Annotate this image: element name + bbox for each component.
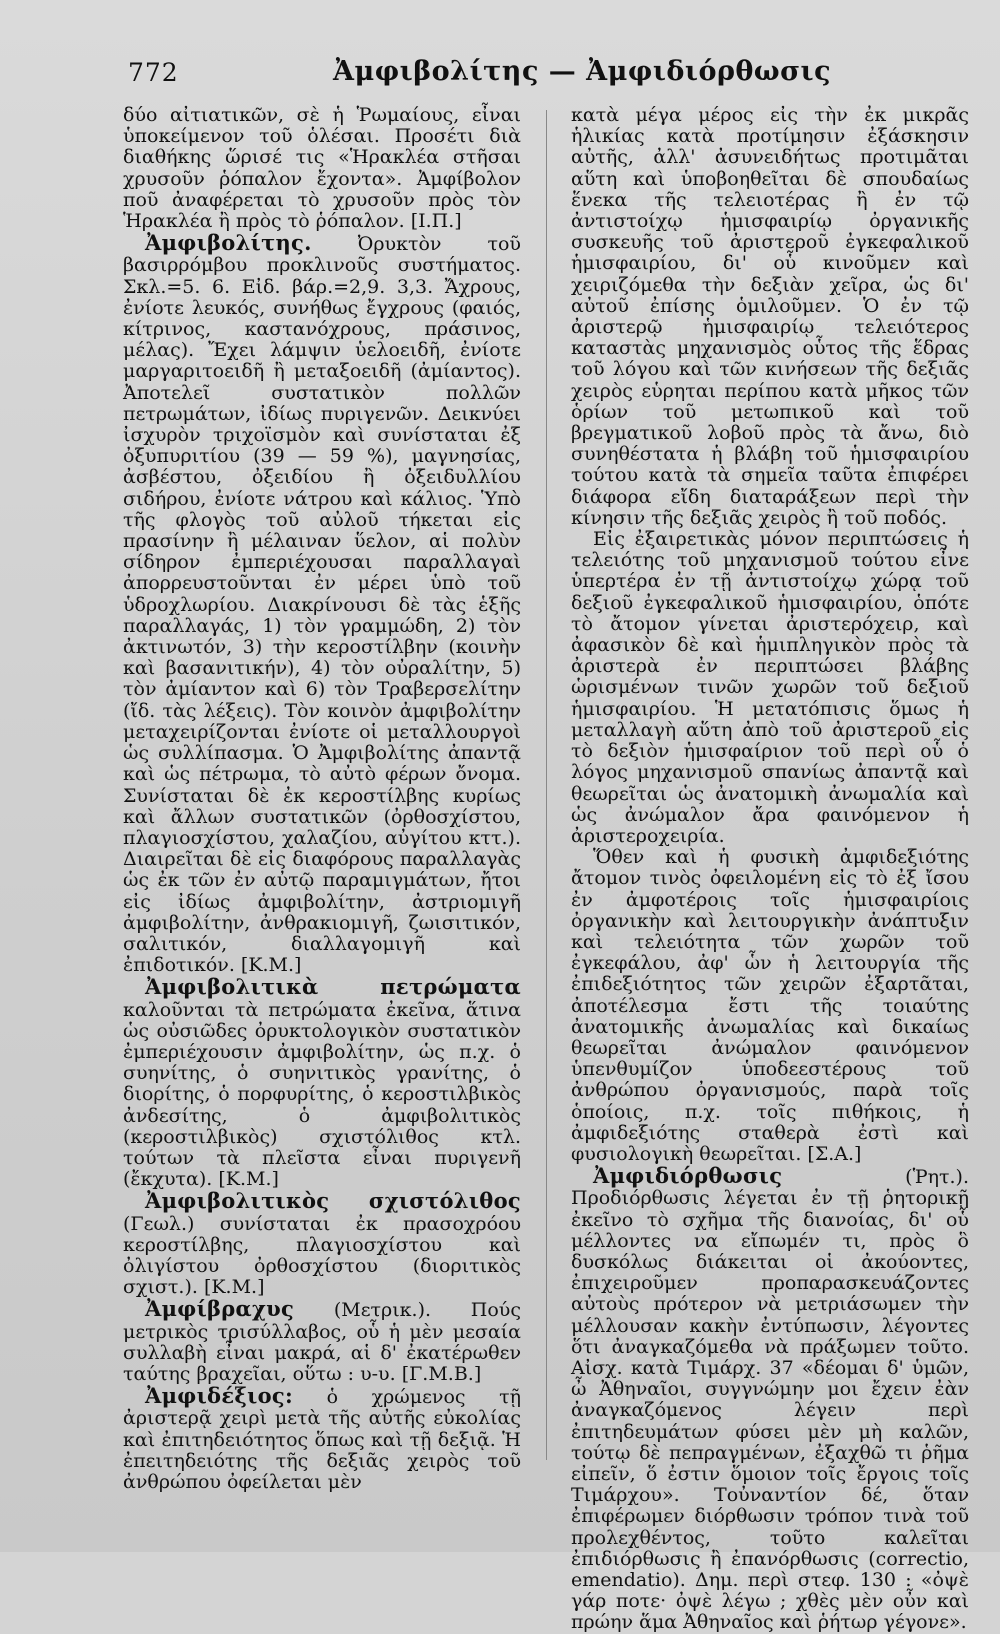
headword: Ἀμφιβολίτης. bbox=[145, 230, 312, 256]
entry-text: καλοῦνται τὰ πετρώματα ἐκεῖνα, ἅτινα ὡς οὐσιῶδες ὀρυκτολογικὸν συστατικὸν ἐμπεριέχουσιν ἀμφιβολίτην, ὡς π.χ. ὁ συηνίτης, ὁ συηνιτικὸς γρανίτης, ὁ διορίτης, ὁ πορφυρίτης, ὁ κεροστιλβικὸς ἀνδεσίτης, ὁ ἀμφιβολιτικὸς (κεροστιλβικὸς) σχιστόλιθος κτλ. τούτων τὰ πλεῖστα εἶναι πυριγενῆ (ἔκχυτα). [Κ.Μ.] bbox=[123, 998, 521, 1191]
entry-text: Ὀρυκτὸν τοῦ βασιρρόμβου προκλινοῦς συστήματος. Σκλ.=5. 6. Εἰδ. βάρ.=2,9. 3,3. Ἄχρους, ἐνίοτε λευκός, συνήθως ἔγχρους (φαιός, κίτρινος, καστανόχρους, πράσινος, μέλας). Ἔχει λάμψιν ὑελοειδῆ, ἐνίοτε μαργαριτοειδῆ ἢ μεταξοειδῆ (ἀμίαντος). Ἀποτελεῖ συστατικὸν πολλῶν πετρωμάτων, ἰδίως πυριγενῶν. Δεικνύει ἰσχυρὸν τριχοϊσμὸν καὶ συνίσταται ἐξ ὀξυπυριτίου (39 — 59 %), μαγνησίας, ἀσβέστου, ὀξειδίου ἢ ὀξειδυλλίου σιδήρου, ἐνίοτε νάτρου καὶ κάλιος. Ὑπὸ τῆς φλογὸς τοῦ αὐλοῦ τήκεται εἰς πρασίνην ἢ μέλαιναν ὕελον, αἱ πολὺν σίδηρον ἐμπεριέχουσαι παραλλαγαὶ ἀπορρευστοῦνται ἐν μέρει ὑπὸ τοῦ ὑδροχλωρίου. Διακρίνουσι δὲ τὰς ἑξῆς παραλλαγάς, 1) τὸν γραμμώδη, 2) τὸν ἀκτινωτόν, 3) τὴν κεροστίλβην (κοινὴν καὶ βασανιτικήν), 4) τὸν οὐραλίτην, 5) τὸν ἀμίαντον καὶ 6) τὸν Τραβερσελίτην (ἴδ. τὰς λέξεις). Τὸν κοινὸν ἀμφιβολίτην μεταχειρίζονται ἐνίοτε οἱ μεταλλουργοὶ ὡς συλλίπασμα. Ὁ Ἀμφιβολίτης ἀπαντᾷ καὶ ὡς πέτρωμα, τὸ αὐτὸ φέρων ὄνομα. Συνίσταται δὲ ἐκ κεροστίλβης κυρίως καὶ ἄλλων συστατικῶν (ὀρθοσχίστου, πλαγιοσχίστου, χαλαζίου, αὐγίτου κττ.). Διαιρεῖται δὲ εἰς διαφόρους παραλλαγὰς ὡς ἐκ τῶν ἐν αὐτῷ παραμιγμάτων, ἤτοι εἰς ἰδίως ἀμφιβολίτην, ἀστριομιγῆ ἀμφιβολίτην, ἀνθρακιομιγῆ, ζωισιτικόν, σαλιτικόν, διαλλαγομιγῆ καὶ ἐπιδοτικόν. [Κ.Μ.] bbox=[123, 233, 521, 977]
entry-text: (Ῥητ.). Προδιόρθωσις λέγεται ἐν τῇ ῥητορικῇ ἐκεῖνο τὸ σχῆμα τῆς διανοίας, δι' οὗ μέλλοντες να εἴπωμέν τι, πρὸς ὃ δυσκόλως διάκειται οἱ ἀκούοντες, ἐπιχειροῦμεν προπαρασκευάζοντες αὐτοὺς πρότερον νὰ μετριάσωμεν τὴν μέλλουσαν κακὴν ἐντύπωσιν, λέγοντες ὅτι ἀναγκαζόμεθα νὰ πράξωμεν τοῦτο. Αἰσχ. κατὰ Τιμάρχ. 37 «δέομαι δ' ὑμῶν, ὦ Ἀθηναῖοι, συγγνώμην μοι ἔχειν ἐὰν ἀναγκαζόμενος λέγειν περὶ ἐπιτηδευμάτων φύσει μὲν μὴ καλῶν, τούτῳ δὲ πεπραγμένων, ἐξαχθῶ τι ῥῆμα εἰπεῖν, ὅ ἐστιν ὅμοιον τοῖς ἔργοις τοῖς Τιμάρχου». Τοὐναντίον δέ, ὅταν ἐπιφέρωμεν διόρθωσιν τρόπον τινὰ τοῦ προλεχθέντος, τοῦτο καλεῖται ἐπιδιόρθωσις ἢ ἐπανόρθωσις (correctio, emendatio). Δημ. περὶ στεφ. 130 : «ὀψὲ γάρ ποτε· ὀψὲ λέγω ; χθὲς μὲν οὖν καὶ πρώην ἅμα Ἀθηναῖος καὶ ῥήτωρ γέγονε». bbox=[571, 1166, 969, 1634]
entry-amphibolitika-petromata bbox=[123, 976, 521, 1190]
entry-amphibrachys bbox=[123, 1298, 521, 1385]
right-column bbox=[571, 105, 969, 1634]
headword: Ἀμφιβολιτικὸς σχιστόλιθος bbox=[145, 1188, 521, 1214]
left-column bbox=[123, 105, 521, 1493]
entry-text: ὁ χρώμενος τῇ ἀριστερᾷ χειρὶ μετὰ τῆς αὐτῆς εὐκολίας καὶ ἐπιτηδειότητος ὅπως καὶ τῇ δεξιᾷ. Ἡ ἐπειτηδειότης τῆς δεξιᾶς χειρὸς τοῦ ἀνθρώπου ὀφείλεται μὲν bbox=[123, 1386, 521, 1493]
entry-amphibolitikos-schistolithos bbox=[123, 1190, 521, 1298]
right-cont-text: κατὰ μέγα μέρος εἰς τὴν ἐκ μικρᾶς ἡλικίας κατὰ προτίμησιν ἐξάσκησιν αὐτῆς, ἀλλ' ἀσυνειδήτως προτιμᾶται αὕτη καὶ ὑποβοηθεῖται δὲ σπουδαίως ἕνεκα τῆς τελειοτέρας ἢ ἐν τῷ ἀντιστοίχῳ ἡμισφαιρίῳ ὀργανικῆς συσκευῆς τοῦ ἀριστεροῦ ἐγκεφαλικοῦ ἡμισφαιρίου, δι' οὗ κινοῦμεν καὶ χειριζόμεθα τὴν δεξιὰν χεῖρα, ὡς δι' αὐτοῦ ἐπίσης ὁμιλοῦμεν. Ὁ ἐν τῷ ἀριστερῷ ἡμισφαιρίῳ τελειότερος καταστὰς μηχανισμὸς οὗτος τῆς ἕδρας τοῦ λόγου καὶ τῶν κινήσεων τῆς δεξιᾶς χειρὸς εὑρηται περίπου κατὰ μῆκος τῶν ὁρίων τοῦ μετωπικοῦ καὶ τοῦ βρεγματικοῦ λοβοῦ πρὸς τὰ ἄνω, διὸ συνηθέστατα ἡ βλάβη τοῦ ἡμισφαιρίου τούτου κατὰ τὰ σημεῖα ταῦτα ἐπιφέρει διάφορα εἴδη διαταράξεων περὶ τὴν κίνησιν τῆς δεξιᾶς χειρὸς ἢ τοῦ ποδός. bbox=[571, 104, 969, 529]
headword: Ἀμφιδιόρθωσις bbox=[593, 1163, 783, 1189]
entry-amphibolitis bbox=[123, 232, 521, 976]
entry-text: (Γεωλ.) συνίσταται ἐκ πρασοχρόου κεροστίλβης, πλαγιοσχίστου καὶ ὀλιγίστου ὀρθοσχίστου (διοριτικὸς σχιστ.). [Κ.Μ.] bbox=[123, 1212, 521, 1299]
page-header bbox=[128, 52, 900, 96]
entry-amphidexios bbox=[123, 1385, 521, 1493]
running-head: Ἀμφιβολίτης — Ἀμφιδιόρθωσις bbox=[333, 56, 832, 87]
headword: Ἀμφιδέξιος: bbox=[145, 1383, 294, 1409]
entry-text: (Μετρικ.). Πούς μετρικὸς τρισύλλαβος, οὗ ἡ μὲν μεσαία συλλαβὴ εἶναι μακρά, αἱ δ' ἐκατέρωθεν ταύτης βραχεῖαι, οὕτω : υ-υ. [Γ.Μ.Β.] bbox=[123, 1299, 521, 1385]
headword: Ἀμφιβολιτικὰ πετρώματα bbox=[145, 974, 521, 1000]
paragraph: Εἰς ἐξαιρετικὰς μόνον περιπτώσεις ἡ τελειότης τοῦ μηχανισμοῦ τούτου εἶνε ὑπερτέρα ἐν τῇ ἀντιστοίχῳ χώρᾳ τοῦ δεξιοῦ ἐγκεφαλικοῦ ἡμισφαιρίου, ὁπότε τὸ ἄτομον γίνεται ἀριστερόχειρ, καὶ ἀφασικὸν δὲ καὶ ἡμιπληγικὸν πρὸς τὰ ἀριστερὰ ἐν περιπτώσει βλάβης ὡρισμένων τινῶν χωρῶν τοῦ δεξιοῦ ἡμισφαιρίου. Ἡ μετατόπισις ὅμως ἡ μεταλλαγὴ αὕτη ἀπὸ τοῦ ἀριστεροῦ εἰς τὸ δεξιὸν ἡμισφαίριον τοῦ περὶ οὗ ὁ λόγος μηχανισμοῦ σπανίως ἀπαντᾷ καὶ θεωρεῖται ὡς ἀνατομικὴ ἀνωμαλία καὶ ὡς ἀνώμαλον ἄρα φαινόμενον ἡ ἀριστεροχειρία. bbox=[571, 528, 969, 847]
entry-amphidiorthosis bbox=[571, 1165, 969, 1633]
headword: Ἀμφίβραχυς bbox=[145, 1296, 295, 1322]
left-cont-text: δύο αἰτιατικῶν, σὲ ἡ Ῥωμαίους, εἶναι ὑποκείμενον τοῦ ὁλέσαι. Προσέτι διὰ διαθήκης ὥρισέ τις «Ἡρακλέα στῆσαι χρυσοῦν ῥόπαλον ἔχοντα». Ἀμφίβολον ποῦ ἀναφέρεται τὸ χρυσοῦν πρὸς τὸν Ἡρακλέα ἢ πρὸς τὸ ῥόπαλον. [Ι.Π.] bbox=[123, 104, 521, 233]
column-divider bbox=[546, 110, 547, 1460]
page-number: 772 bbox=[128, 58, 179, 87]
paragraph: Ὅθεν καὶ ἡ φυσικὴ ἀμφιδεξιότης ἄτομον τινὸς ὀφειλομένη εἰς τὸ ἐξ ἴσου ἐν ἀμφοτέροις τοῖς ἡμισφαιρίοις ὀργανικὴν καὶ λειτουργικὴν ἀνάπτυξιν καὶ τελειότητα τῶν χωρῶν τοῦ ἐγκεφάλου, ἀφ' ὧν ἡ λειτουργία τῆς ἐπιδεξιότητος τῶν χειρῶν ἐξαρτᾶται, ἀποτέλεσμα ἔστι τῆς τοιαύτης ἀνατομικῆς ἀνωμαλίας καὶ δικαίως θεωρεῖται ἀνώμαλον φαινόμενον ὑπενθυμίζον ὑποδεεστέρους τοῦ ἀνθρώπου ὀργανισμούς, παρὰ τοῖς ὁποίοις, π.χ. τοῖς πιθήκοις, ἡ ἀμφιδεξιότης σταθερὰ ἐστὶ καὶ φυσιολογικὴ θεωρεῖται. [Σ.Α.] bbox=[571, 846, 969, 1165]
